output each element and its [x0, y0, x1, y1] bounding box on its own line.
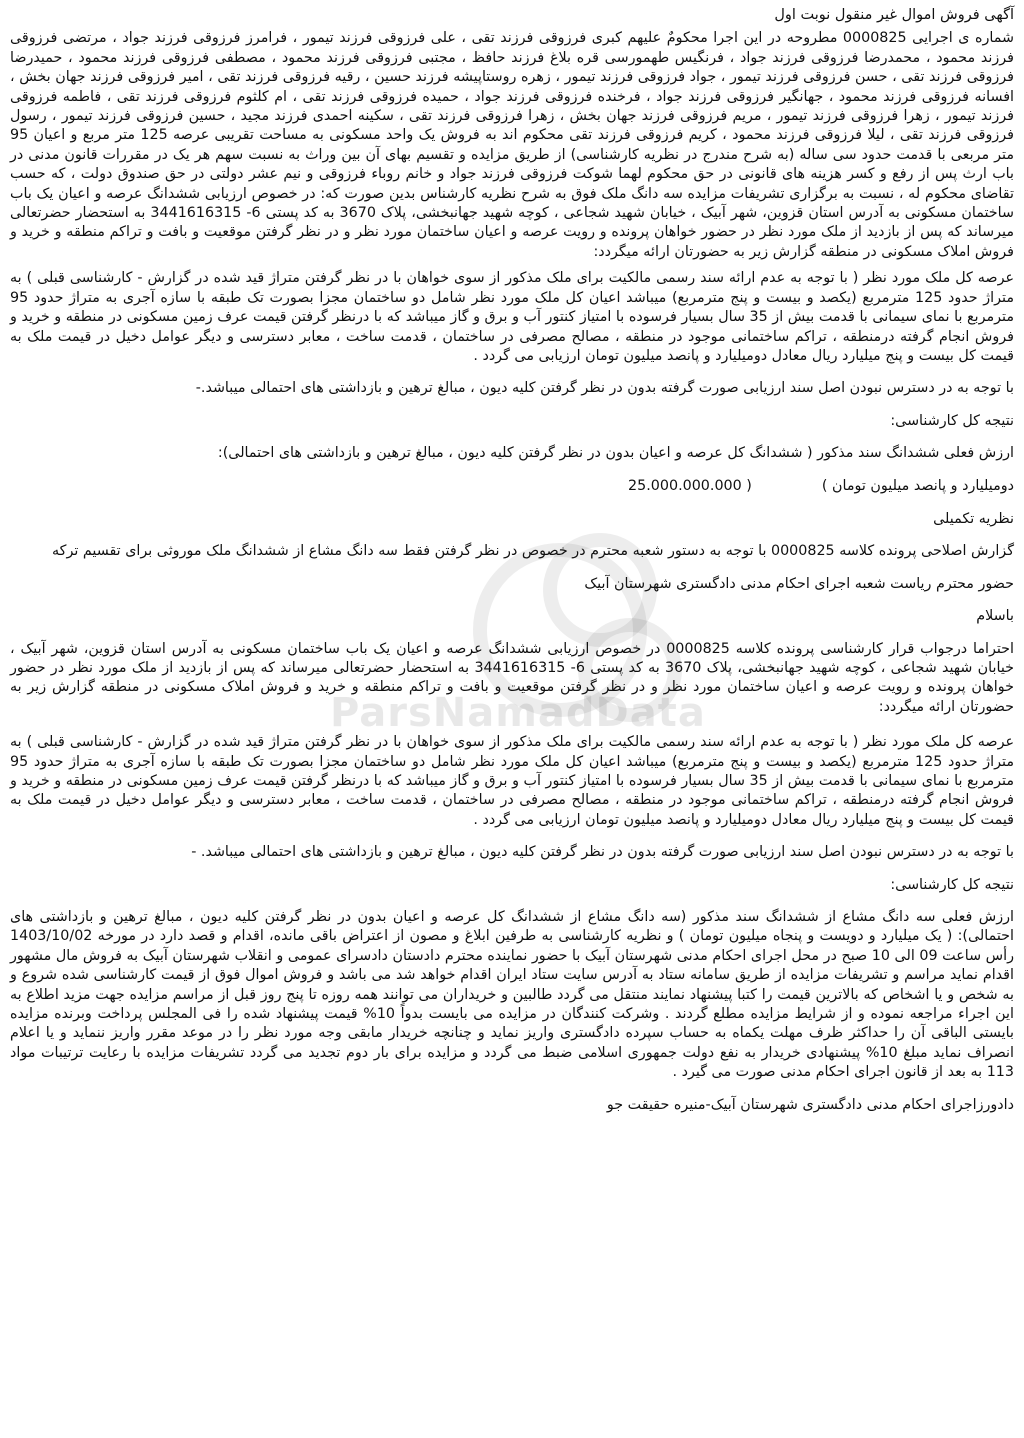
- intro-paragraph: شماره ی اجرایی 0000825 مطروحه در این اجرا محکومٌ علیهم کبری فرزوقی فرزند تقی ، علی فرزوقی فرزند تیمور ، فرامرز فرزوقی فرزند جواد ، مرتضی فرزوقی فرزند محمود ، محمدرضا فرزوقی فرزند جواد ، فرنگیس طهمورسی قره بلاغ فرزند حافظ ، مجتبی فرزوقی فرزند محمود ، مصطفی فرزوقی فرزند محمود ، حمیدرضا فرزوقی فرزند تقی ، حسن فرزوقی فرزند تیمور ، جواد فرزوقی فرزند تیمور ، زهره روستاپیشه فرزند حسین ، رقیه فرزوقی فرزند تقی ، امیر فرزوقی فرزند جهان بخش ، افسانه فرزوقی فرزند محمود ، جهانگیر فرزوقی فرزند جواد ، فرخنده فرزوقی فرزند جواد ، حمیده فرزوقی فرزند تقی ، ام کلثوم فرزوقی فرزند تقی ، فاطمه فرزوقی فرزند تیمور ، زهرا فرزوقی فرزند تیمور ، مریم فرزوقی فرزند جهان بخش ، زهرا فرزوقی فرزند تقی ، سکینه احمدی فرزند مجید ، حسین فرزوقی فرزند تیمور ، رسول فرزوقی فرزند تقی ، لیلا فرزوقی فرزند محمود ، کریم فرزوقی فرزند تقی محکوم اند به فروش یک واحد مسکونی به مساحت تقریبی عرصه 125 متر مربع و اعیان 95 متر مربعی با قدمت حدود سی ساله (به شرح مندرج در نظریه کارشناسی) از طریق مزایده و تقسیم بهای آن بین وراث به نسبت سهم هر یک در مقررات قانون مدنی در باب ارث پس از رفع و کسر هزینه های قانونی در حق محکوم لهما شوکت فرزوقی فرزند جواد و خانم روباء فرزوقی و نیم عشر دولتی در حق صندوق دولت ، که حسب تقاضای محکوم له ، نسبت به برگزاری تشریفات مزایده سه دانگ ملک فوق به شرح نظریه کارشناس بدین صورت که: در خصوص ارزیابی ششدانگ عرصه و اعیان یک باب ساختمان مسکونی به آدرس استان قزوین، شهر آبیک ، خیابان شهید شجاعی ، کوچه شهید جهانبخشی، پلاک 3670 به کد پستی 6- 3441616315 به استحضار حضرتعالی میرساند که پس از بازدید از ملک مورد نظر در حضور خواهان پرونده و رویت عرصه و اعیان ساختمان مورد نظر و در نظر گرفتن موقعیت و بافت و تراکم منطقه و خرید و فروش املاک مسکونی در منطقه گزارش زیر به حضورتان ارائه میگردد:: [10, 30, 1014, 260]
- value-line-1: ارزش فعلی ششدانگ سند مذکور ( ششدانگ کل عرصه و اعیان بدون در نظر گرفتن کلیه دیون ، مبالغ ترهین و بازداشتی های احتمالی):: [217, 445, 1014, 462]
- notice-title: آگهی فروش اموال غیر منقول نوبت اول: [774, 7, 1014, 23]
- greeting-line: باسلام: [976, 608, 1014, 625]
- amount-number: 25.000.000.000 ): [628, 477, 752, 494]
- appraised-amount: [10, 477, 1014, 496]
- respect-paragraph: احتراما درجواب قرار کارشناسی پرونده کلاسه 0000825 در خصوص ارزیابی ششدانگ عرصه و اعیان یک باب ساختمان مسکونی به آدرس استان قزوین، شهر آبیک ، خیابان شهید شجاعی ، کوچه شهید جهانبخشی، پلاک 3670 به کد پستی 6- 3441616315 به استحضار حضرتعالی میرساند که پس از بازدید از ملک مورد نظر در حضور خواهان پرونده و رویت عرصه و اعیان ساختمان مورد نظر و در نظر گرفتن موقعیت و بافت و تراکم منطقه و خرید و فروش املاک مسکونی در منطقه گزارش زیر به حضورتان ارائه میگردد:: [10, 640, 1014, 715]
- appraisal-note-1: با توجه به در دسترس نبودن اصل سند ارزیابی صورت گرفته بدون در نظر گرفتن کلیه دیون ، مبالغ ترهین و بازداشتی های احتمالی میباشد.-: [195, 380, 1014, 397]
- signature-line: دادورزاجرای احکام مدنی دادگستری شهرستان آبیک-منیره حقیقت جو: [606, 1096, 1014, 1113]
- property-description-2: عرصه کل ملک مورد نظر ( با توجه به عدم ارائه سند رسمی مالکیت برای ملک مذکور از سوی خواهان با در نظر گرفتن متراژ قید شده در گزارش - کارشناسی قبلی ) به متراژ حدود 125 مترمربع (یکصد و بیست و پنج مترمربع) میباشد اعیان کل ملک مورد نظر شامل دو ساختمان مجزا بصورت تک طبقه با سازه آجری به متراژ حدود 95 مترمربع با نمای سیمانی با قدمت بیش از 35 سال بسیار فرسوده با امتیاز کنتور آب و برق و گاز میباشد که با درنظر گرفتن قیمت عرف زمین مسکونی در منطقه و خرید و فروش انجام گرفته درمنطقه ، تراکم ساختمانی موجود در منطقه ، مصالح مصرفی در ساختمان ، قدمت ساخت ، معابر دسترسی و دیگر عوامل دخیل در قیمت ملک به قیمت کل بیست و پنج میلیارد ریال معادل دومیلیارد و پانصد میلیون تومان ارزیابی می گردد .: [10, 734, 1014, 828]
- property-description-1: عرصه کل ملک مورد نظر ( با توجه به عدم ارائه سند رسمی مالکیت برای ملک مذکور از سوی خواهان با در نظر گرفتن متراژ قید شده در گزارش - کارشناسی قبلی ) به متراژ حدود 125 مترمربع (یکصد و بیست و پنج مترمربع) میباشد اعیان کل ملک مورد نظر شامل دو ساختمان مجزا بصورت تک طبقه با سازه آجری به متراژ حدود 95 مترمربع با نمای سیمانی با قدمت بیش از 35 سال بسیار فرسوده با امتیاز کنتور آب و برق و گاز میباشد که با درنظر گرفتن قیمت عرف زمین مسکونی در منطقه و خرید و فروش انجام گرفته درمنطقه ، تراکم ساختمانی موجود در منطقه ، مصالح مصرفی در ساختمان ، قدمت ساخت ، معابر دسترسی و دیگر عوامل دخیل در قیمت ملک به قیمت کل بیست و پنج میلیارد ریال معادل دومیلیارد و پانصد میلیون تومان ارزیابی می گردد .: [10, 270, 1014, 364]
- appraisal-note-2: با توجه به در دسترس نبودن اصل سند ارزیابی صورت گرفته بدون در نظر گرفتن کلیه دیون ، مبالغ ترهین و بازداشتی های احتمالی میباشد. -: [191, 844, 1014, 861]
- amount-words: دومیلیارد و پانصد میلیون تومان ): [821, 477, 1014, 494]
- supplementary-label: نظریه تکمیلی: [933, 510, 1014, 527]
- watermark-text: ParsNamadData: [330, 690, 706, 736]
- conclusion-label-1: نتیجه کل کارشناسی:: [890, 412, 1014, 429]
- addressee-line: حضور محترم ریاست شعبه اجرای احکام مدنی دادگستری شهرستان آبیک: [584, 575, 1014, 592]
- final-auction-paragraph: ارزش فعلی سه دانگ مشاع از ششدانگ سند مذکور (سه دانگ مشاع از ششدانگ کل عرصه و اعیان بدون در نظر گرفتن کلیه دیون ، مبالغ ترهین و بازداشتی های احتمالی): ( یک میلیارد و دویست و پنجاه میلیون تومان ) و نظریه کارشناسی به طرفین ابلاغ و مصون از اعتراض باقی مانده، اقدام و قصد دارد در مورخه 1403/10/02 رأس ساعت 09 الی 10 صبح در محل اجرای احکام مدنی شهرستان آبیک با حضور نماینده محترم دادستان دادسرای عمومی و انقلاب شهرستان آبیک به فروش مال مشهور اقدام نماید مراسم و تشریفات مزایده از طریق سامانه ستاد به آدرس سایت ستاد ایران اقدام خواهد شد می باشد و فروش اموال فوق از قیمت کارشناسی شده شروع و به شخص و یا اشخاص که بالاترین قیمت را کتبا پیشنهاد نمایند منتقل می گردد طالبین و خریداران می توانند همه روزه تا پنج روز قبل از مراسم مزایده جهت مزید اطلاع به این اجراء مراجعه نموده و از شرایط مزایده مطلع گردند . وشرکت کنندگان در مزایده می بایست بدواً 10% قیمت پیشنهاد شده را فی المجلس پرداخت وبرنده مزایده بایستی الباقی آن را حداکثر ظرف مهلت یکماه به حساب سپرده دادگستری واریز نماید و چنانچه خریدار مابقی وجه مورد نظر را در موعد مقرر واریز ننماید و یا اعلام انصراف نماید مبلغ 10% پیشنهادی خریدار به نفع دولت جمهوری اسلامی ضبط می گردد و مزایده برای بار دوم تجدید می گردد تشریفات مزایده با رعایت ترتیبات مواد 113 به بعد از قانون اجرای احکام مدنی صورت می گیرد .: [10, 909, 1014, 1081]
- conclusion-label-2: نتیجه کل کارشناسی:: [890, 876, 1014, 893]
- supplementary-text: گزارش اصلاحی پرونده کلاسه 0000825 با توجه به دستور شعبه محترم در خصوص در نظر گرفتن فقط سه دانگ مشاع از ششدانگ ملک موروثی برای تقسیم ترکه: [51, 543, 1014, 560]
